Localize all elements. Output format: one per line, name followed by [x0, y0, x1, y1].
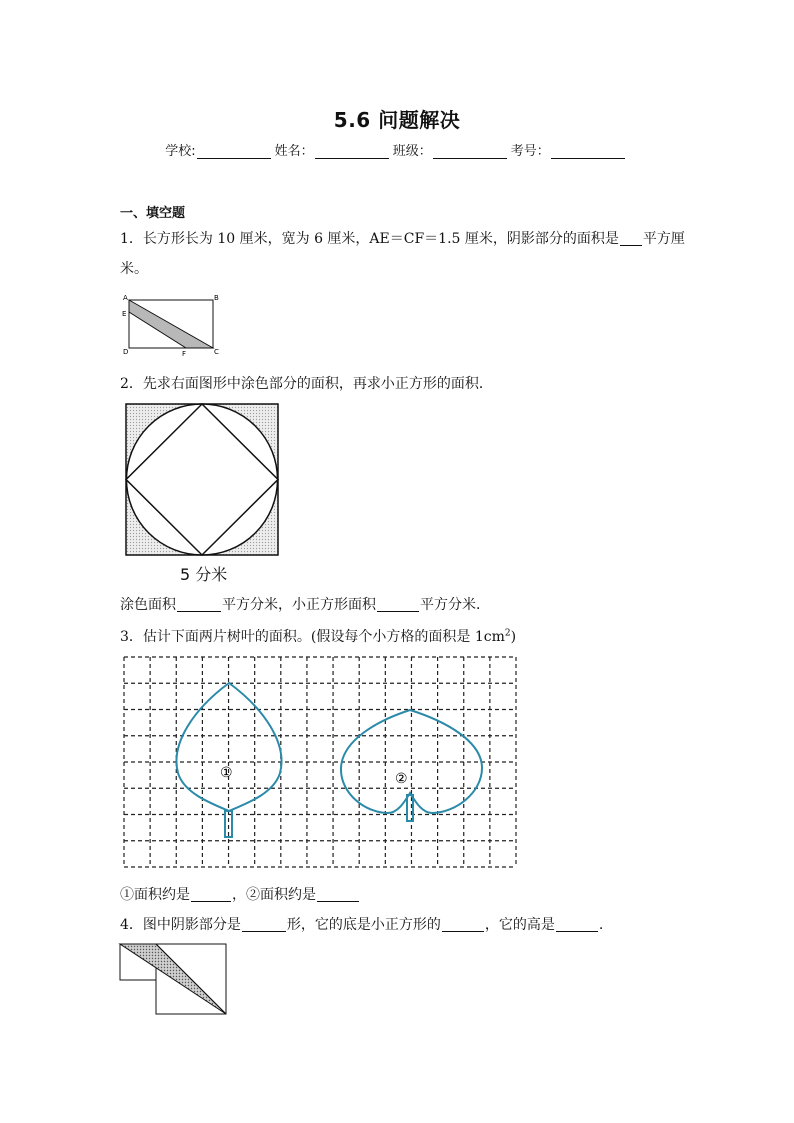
leaf-1-area-label: ①面积约是 — [120, 887, 190, 903]
question-4-end: . — [598, 917, 604, 933]
figure-side-caption: 5 分米 — [180, 565, 228, 584]
leaf-2-label: ② — [395, 771, 408, 787]
label-e: E — [122, 310, 127, 318]
question-1-line-2: 米。 — [120, 261, 148, 277]
question-4-text — [120, 914, 603, 934]
school-label: 学校: — [165, 144, 196, 159]
class-label: 班级： — [392, 144, 432, 159]
base-blank[interactable] — [442, 917, 484, 932]
question-1-text: 1．长方形长为 10 厘米，宽为 6 厘米，AE＝CF＝1.5 厘米，阴影部分的面积是 — [120, 231, 619, 247]
question-3-answer-line — [120, 884, 360, 904]
section-heading: 一、填空题 — [120, 206, 186, 221]
question-1-line-1 — [120, 228, 685, 248]
school-blank[interactable] — [197, 144, 271, 159]
student-info-line — [0, 140, 794, 159]
label-c: C — [214, 348, 219, 356]
question-4-part-1: 4．图中阴影部分是 — [120, 917, 241, 933]
shaded-region — [129, 300, 213, 348]
question-3-leaf-grid — [120, 653, 520, 871]
label-d: D — [123, 348, 129, 356]
question-3-text — [120, 626, 516, 646]
shape-name-blank[interactable] — [242, 917, 286, 932]
question-2-square-circle-figure — [120, 400, 286, 560]
class-blank[interactable] — [433, 144, 507, 159]
question-2-unit: 平方分米． — [420, 597, 490, 613]
question-3-prompt: 3．估计下面两片树叶的面积。(假设每个小方格的面积是 1cm — [120, 629, 505, 645]
question-2-text: 2．先求右面图形中涂色部分的面积，再求小正方形的面积． — [120, 376, 493, 392]
superscript-2: 2 — [504, 628, 511, 639]
label-f: F — [182, 350, 187, 358]
shaded-area-blank[interactable] — [177, 597, 221, 612]
question-4-part-3: ，它的高是 — [484, 917, 555, 933]
question-1-answer-blank[interactable] — [620, 231, 642, 246]
question-3-close-paren: ) — [510, 629, 517, 645]
question-4-squares-figure — [118, 942, 230, 1020]
label-b: B — [214, 294, 219, 302]
leaf-2-stem — [407, 795, 413, 821]
leaf-1-label: ① — [220, 765, 233, 781]
question-4-part-2: 形，它的底是小正方形的 — [286, 917, 441, 933]
question-1-rectangle-figure — [118, 292, 228, 358]
label-a: A — [123, 294, 128, 302]
question-1-unit: 平方厘 — [642, 231, 685, 247]
dashed-grid — [124, 657, 516, 867]
shaded-area-label: 涂色面积 — [120, 597, 176, 613]
leaf-2-area-blank[interactable] — [317, 887, 359, 902]
page-title: 5.6 问题解决 — [333, 108, 461, 132]
small-square-blank[interactable] — [377, 597, 419, 612]
question-2-answer-line — [120, 594, 490, 614]
name-blank[interactable] — [315, 144, 389, 159]
height-blank[interactable] — [556, 917, 598, 932]
small-square-label: 平方分米，小正方形面积 — [222, 597, 376, 613]
leaf-1-area-blank[interactable] — [191, 887, 231, 902]
exam-label: 考号： — [510, 144, 550, 159]
name-label: 姓名： — [274, 144, 314, 159]
leaf-2-area-label: ，②面积约是 — [232, 887, 316, 903]
exam-number-blank[interactable] — [551, 144, 625, 159]
